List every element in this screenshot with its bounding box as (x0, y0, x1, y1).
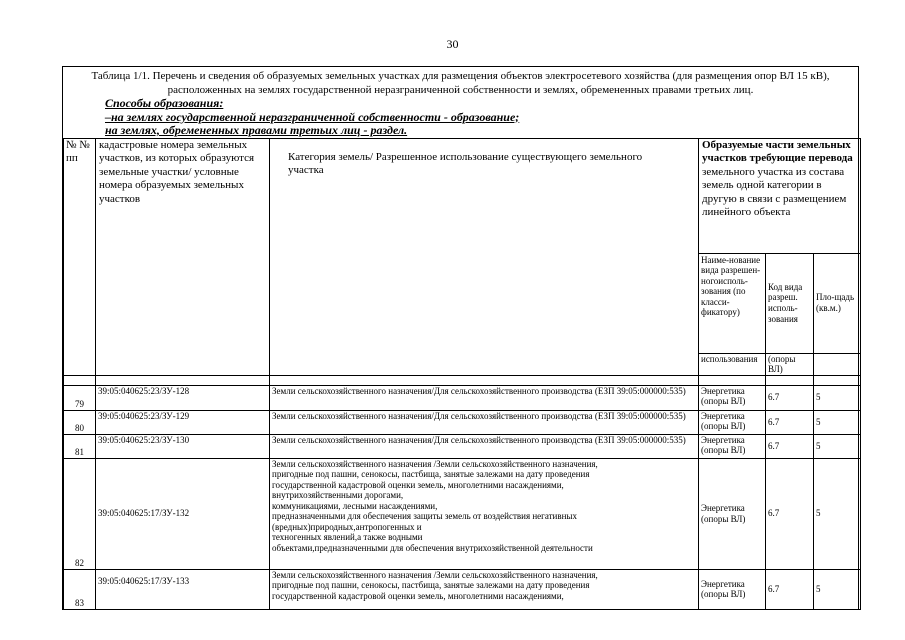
category-line: пригодные под пашни, сенокосы, пастбища, занятые залежами на дату проведения (272, 469, 590, 479)
methods-line-2: на землях, обремененных правами третьих лиц - раздел. (105, 123, 408, 137)
header-cadastral: кадастровые номера земельных участков, из которых образуются земельные участки/ условные номера образуемых земельных участков (96, 138, 270, 375)
row-code: 6.7 (766, 385, 814, 410)
row-area: 5 (814, 410, 861, 434)
category-line: внутрихозяйственными дорогами, (272, 490, 404, 500)
table-row (64, 410, 861, 434)
row-area: 5 (814, 434, 861, 458)
row-area: 5 (814, 569, 861, 609)
empty-cell (270, 375, 699, 385)
row-cadastral: 39:05:040625:17/ЗУ-132 (96, 458, 270, 569)
row-code: 6.7 (766, 410, 814, 434)
table-caption: Таблица 1/1. Перечень и сведения об образуемых земельных участках для размещения объектов электросетевого хозяйства (для размещения опор ВЛ 15 кВ), расположенных на землях государственной неразграниченной собственности и землях, обремененных правами третьих лиц. (91, 70, 830, 96)
formation-methods (63, 97, 858, 138)
category-line: коммуникациями, лесными насаждениями, (272, 500, 438, 511)
row-category (270, 458, 699, 569)
table-frame (62, 66, 859, 610)
methods-line-1: –на землях государственной неразграниченной собственности - образование; (105, 109, 520, 124)
row-use: Энергетика (опоры ВЛ) (699, 385, 766, 410)
header-category-text: Категория земель/ Разрешенное использование существующего земельного участка (288, 150, 643, 176)
subheader-code: Код вида разреш. исполь-зования (766, 253, 814, 353)
table-row (64, 569, 861, 609)
land-plots-table (63, 138, 861, 610)
continuation-category: использования (699, 353, 766, 375)
row-num: 81 (64, 434, 96, 458)
empty-cell (64, 375, 96, 385)
page-number: 30 (446, 37, 459, 51)
row-num: 82 (64, 458, 96, 569)
row-use: Энергетика (опоры ВЛ) (699, 410, 766, 434)
table-row (64, 434, 861, 458)
row-num: 80 (64, 410, 96, 434)
row-use: Энергетика (опоры ВЛ) (699, 569, 766, 609)
category-line: техногенных явлений,а также водными (272, 532, 423, 542)
category-line: Земли сельскохозяйственного назначения /Земли сельскохозяйственного назначения, (272, 569, 598, 580)
category-line: государственной кадастровой оценки земель, многолетними насаждениями, (272, 590, 564, 601)
continuation-use: (опоры ВЛ) (766, 353, 814, 375)
category-line: предназначенными для обеспечения защиты земель от воздействия негативных (272, 511, 577, 521)
row-cadastral: 39:05:040625:23/ЗУ-128 (96, 385, 270, 410)
row-use: Энергетика (опоры ВЛ) (699, 458, 766, 569)
category-line: (вредных)природных,антропогенных и (272, 521, 422, 532)
header-parts-bold: Образуемые части земельных участков требующие перевода (702, 138, 853, 164)
header-parts (699, 138, 861, 253)
empty-cell (814, 353, 861, 375)
row-area: 5 (814, 458, 861, 569)
header-category (270, 138, 699, 375)
row-code: 6.7 (766, 434, 814, 458)
row-use: Энергетика (опоры ВЛ) (699, 434, 766, 458)
category-line: Земли сельскохозяйственного назначения /Земли сельскохозяйственного назначения, (272, 458, 598, 469)
header-row (64, 138, 861, 253)
subheader-area: Пло-щадь (кв.м.) (814, 253, 861, 353)
subheader-use: Наиме-нование вида разрешен-ногоисполь-зования (по класси-фикатору) (699, 253, 766, 353)
row-area: 5 (814, 385, 861, 410)
category-line: объектами,предназначенными для обеспечения внутрихозяйственной деятельности (272, 542, 593, 553)
empty-cell (766, 375, 814, 385)
category-line: пригодные под пашни, сенокосы, пастбища, занятые залежами на дату проведения (272, 580, 590, 590)
row-code: 6.7 (766, 569, 814, 609)
header-parts-rest: земельного участка из состава земель одной категории в другую в связи с размещением линейного объекта (702, 165, 847, 218)
methods-title: Способы образования: (105, 96, 224, 110)
header-num: № № пп (64, 138, 96, 375)
row-code: 6.7 (766, 458, 814, 569)
row-num: 79 (64, 385, 96, 410)
row-category: Земли сельскохозяйственного назначения/Для сельскохозяйственного производства (ЕЗП 39:05:000000:535) (270, 385, 699, 410)
category-line: государственной кадастровой оценки земель, многолетними насаждениями, (272, 479, 564, 490)
empty-cell (814, 375, 861, 385)
table-row (64, 458, 861, 569)
row-num: 83 (64, 569, 96, 609)
row-category (270, 569, 699, 609)
empty-cell (699, 375, 766, 385)
row-cadastral: 39:05:040625:23/ЗУ-129 (96, 410, 270, 434)
row-cadastral: 39:05:040625:17/ЗУ-133 (96, 569, 270, 609)
spacer-row (64, 375, 861, 385)
row-category: Земли сельскохозяйственного назначения/Для сельскохозяйственного производства (ЕЗП 39:05:000000:535) (270, 434, 699, 458)
table-row (64, 385, 861, 410)
empty-cell (96, 375, 270, 385)
row-cadastral: 39:05:040625:23/ЗУ-130 (96, 434, 270, 458)
row-category: Земли сельскохозяйственного назначения/Для сельскохозяйственного производства (ЕЗП 39:05:000000:535) (270, 410, 699, 434)
